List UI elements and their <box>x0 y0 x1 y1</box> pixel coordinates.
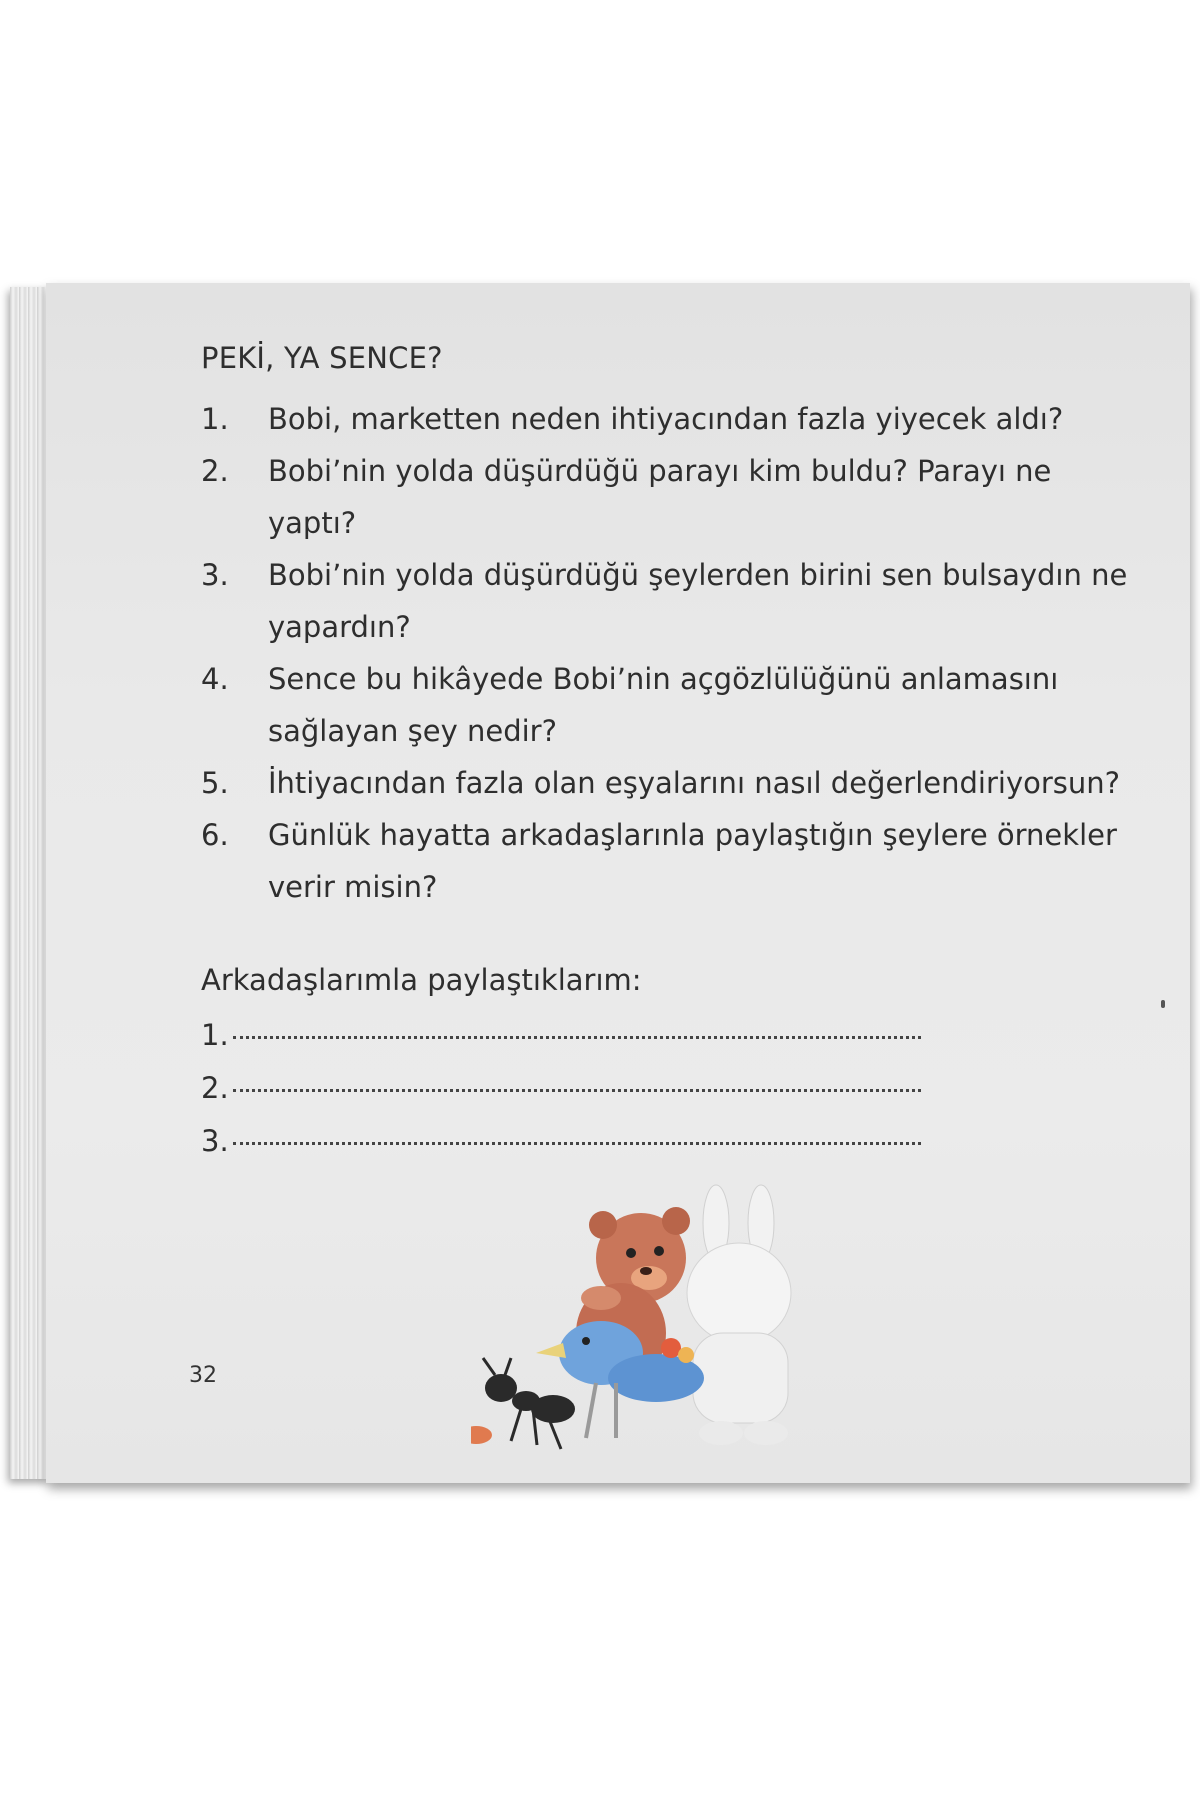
question-text: Sence bu hikâyede Bobi’nin açgözlülüğünü anlamasını sağlayan şey nedir? <box>268 662 1059 748</box>
page-speck <box>1161 1000 1165 1008</box>
list-item <box>201 445 1131 549</box>
answer-line-number: 2. <box>201 1071 229 1105</box>
list-item <box>201 653 1131 757</box>
question-text: Bobi’nin yolda düşürdüğü şeylerden birini sen bulsaydın ne yapardın? <box>268 558 1128 644</box>
bunny-illustration <box>687 1185 791 1445</box>
question-number: 3. <box>201 558 229 592</box>
list-item <box>201 809 1131 913</box>
ant-illustration <box>471 1358 575 1449</box>
answer-line <box>201 1018 921 1052</box>
question-text: Bobi, marketten neden ihtiyacından fazla yiyecek aldı? <box>268 402 1064 436</box>
page-edges <box>10 287 50 1479</box>
dotted-line <box>233 1142 921 1145</box>
question-text: İhtiyacından fazla olan eşyalarını nasıl değerlendiriyorsun? <box>268 766 1121 800</box>
question-number: 6. <box>201 818 229 852</box>
animal-friends-illustration <box>471 1183 891 1473</box>
question-number: 5. <box>201 766 229 800</box>
list-item <box>201 393 1131 445</box>
question-text: Günlük hayatta arkadaşlarınla paylaştığın şeylere örnekler verir misin? <box>268 818 1117 904</box>
question-number: 1. <box>201 402 229 436</box>
page-heading: PEKİ, YA SENCE? <box>201 341 443 375</box>
dotted-line <box>233 1036 921 1039</box>
list-item <box>201 757 1131 809</box>
list-item <box>201 549 1131 653</box>
question-text: Bobi’nin yolda düşürdüğü parayı kim buldu? Parayı ne yaptı? <box>268 454 1052 540</box>
answer-line <box>201 1071 921 1105</box>
dotted-line <box>233 1089 921 1092</box>
question-number: 2. <box>201 454 229 488</box>
book-page <box>46 283 1190 1483</box>
page-number: 32 <box>189 1363 217 1388</box>
answer-line <box>201 1124 921 1158</box>
answer-line-number: 3. <box>201 1124 229 1158</box>
book <box>10 283 1190 1483</box>
question-number: 4. <box>201 662 229 696</box>
question-list <box>201 393 1131 913</box>
answer-line-number: 1. <box>201 1018 229 1052</box>
share-section-title: Arkadaşlarımla paylaştıklarım: <box>201 963 642 997</box>
